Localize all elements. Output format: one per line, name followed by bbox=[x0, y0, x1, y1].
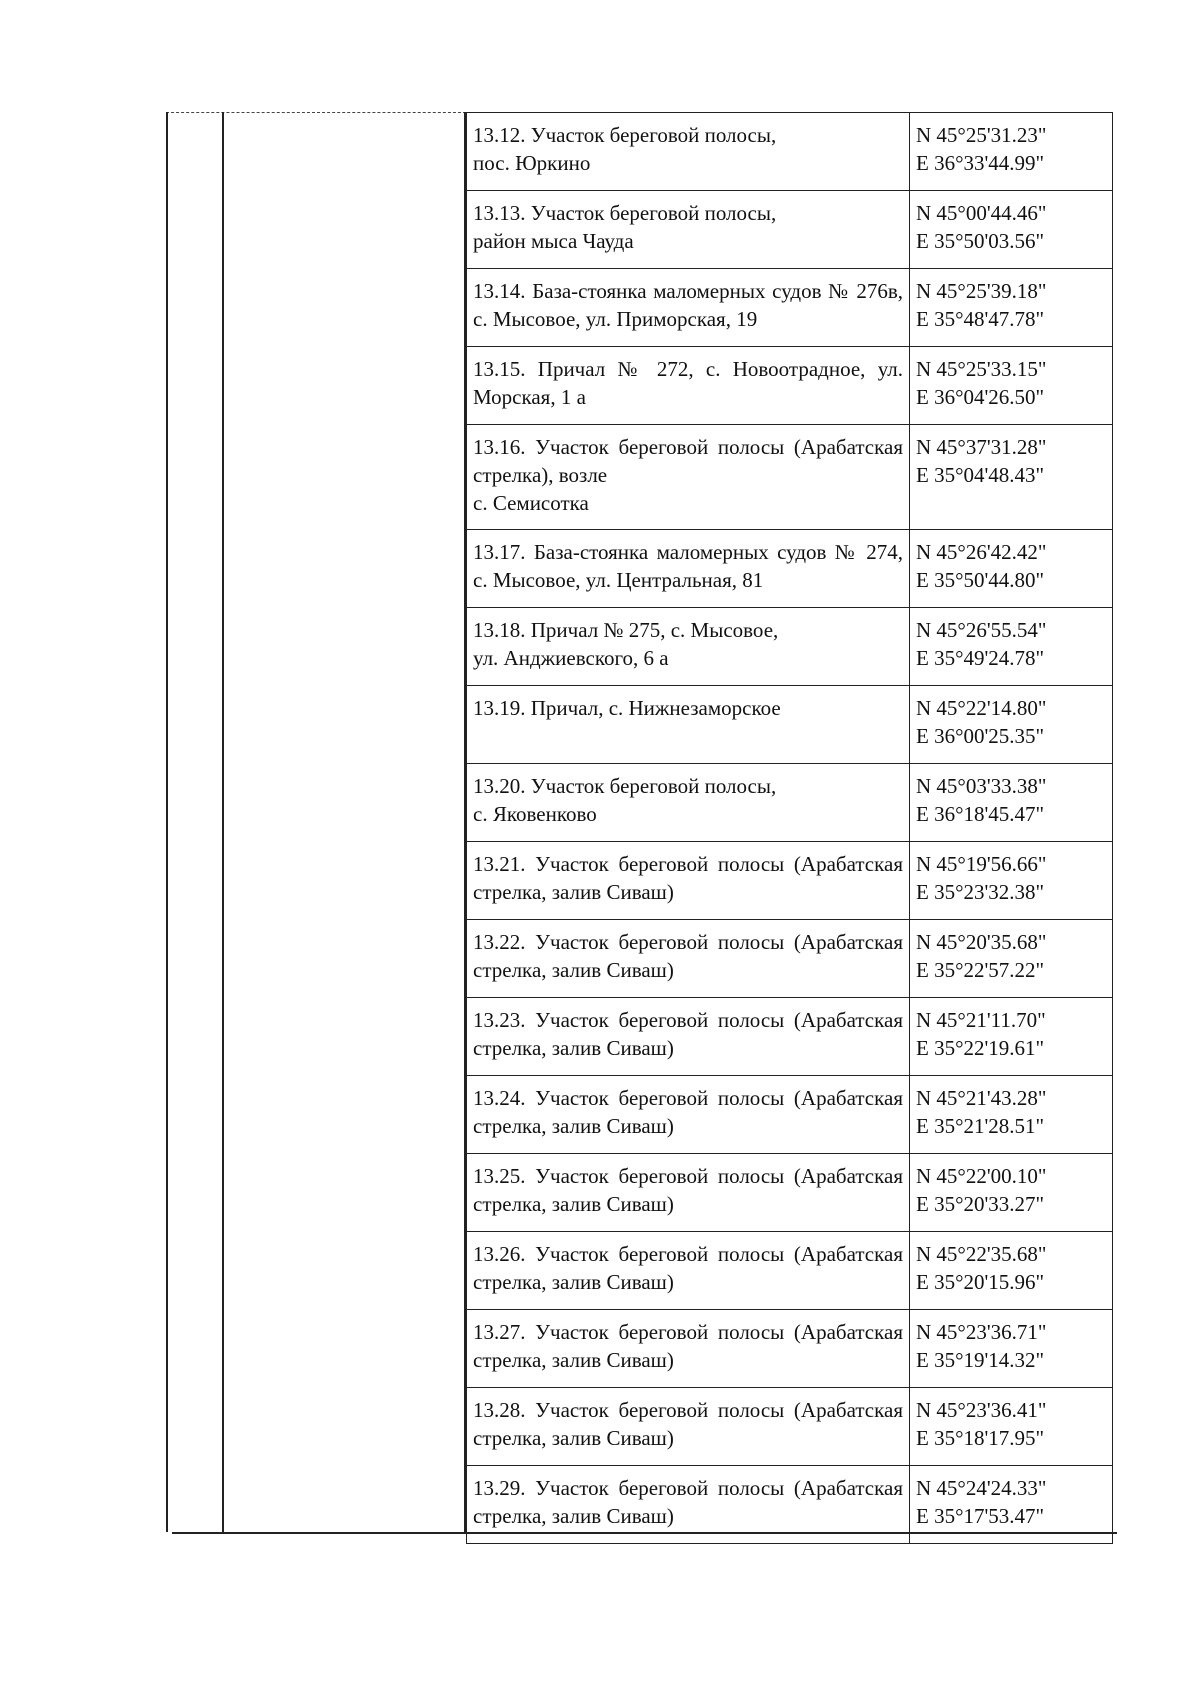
location-coordinates bbox=[910, 686, 1113, 764]
location-coordinates bbox=[910, 269, 1113, 347]
location-description: 13.25. Участок береговой полосы (Арабатская стрелка, залив Сиваш) bbox=[467, 1154, 910, 1232]
latitude: N 45°22'00.10" bbox=[916, 1164, 1047, 1188]
latitude: N 45°03'33.38" bbox=[916, 774, 1047, 798]
table-row bbox=[467, 1388, 1113, 1466]
location-coordinates bbox=[910, 425, 1113, 530]
location-description: 13.15. Причал № 272, с. Новоотрадное, ул. Морская, 1 а bbox=[467, 347, 910, 425]
longitude: E 35°23'32.38" bbox=[916, 880, 1045, 904]
latitude: N 45°21'43.28" bbox=[916, 1086, 1047, 1110]
table-row bbox=[467, 347, 1113, 425]
location-coordinates bbox=[910, 842, 1113, 920]
locations-table-body bbox=[467, 113, 1113, 1544]
location-description: 13.29. Участок береговой полосы (Арабатская стрелка, залив Сиваш) bbox=[467, 1466, 910, 1544]
table-row bbox=[467, 530, 1113, 608]
location-coordinates bbox=[910, 113, 1113, 191]
location-coordinates bbox=[910, 1466, 1113, 1544]
longitude: E 35°04'48.43" bbox=[916, 463, 1045, 487]
table-row bbox=[467, 608, 1113, 686]
location-description: 13.26. Участок береговой полосы (Арабатская стрелка, залив Сиваш) bbox=[467, 1232, 910, 1310]
latitude: N 45°37'31.28" bbox=[916, 435, 1047, 459]
location-description: 13.20. Участок береговой полосы, с. Яковенково bbox=[467, 764, 910, 842]
location-coordinates bbox=[910, 1232, 1113, 1310]
location-description: 13.24. Участок береговой полосы (Арабатская стрелка, залив Сиваш) bbox=[467, 1076, 910, 1154]
location-description: 13.12. Участок береговой полосы, пос. Юркино bbox=[467, 113, 910, 191]
table-row bbox=[467, 764, 1113, 842]
longitude: E 36°33'44.99" bbox=[916, 151, 1045, 175]
longitude: E 35°20'33.27" bbox=[916, 1192, 1045, 1216]
longitude: E 35°21'28.51" bbox=[916, 1114, 1045, 1138]
longitude: E 36°00'25.35" bbox=[916, 724, 1045, 748]
longitude: E 35°20'15.96" bbox=[916, 1270, 1045, 1294]
latitude: N 45°00'44.46" bbox=[916, 201, 1047, 225]
location-description: 13.21. Участок береговой полосы (Арабатская стрелка, залив Сиваш) bbox=[467, 842, 910, 920]
location-coordinates bbox=[910, 530, 1113, 608]
table-row bbox=[467, 425, 1113, 530]
location-coordinates bbox=[910, 1076, 1113, 1154]
table-row bbox=[467, 1232, 1113, 1310]
latitude: N 45°24'24.33" bbox=[916, 1476, 1047, 1500]
table-row bbox=[467, 1466, 1113, 1544]
location-description: 13.13. Участок береговой полосы, район мыса Чауда bbox=[467, 191, 910, 269]
location-description: 13.27. Участок береговой полосы (Арабатская стрелка, залив Сиваш) bbox=[467, 1310, 910, 1388]
latitude: N 45°25'33.15" bbox=[916, 357, 1047, 381]
table-top-border bbox=[166, 112, 466, 113]
location-description: 13.22. Участок береговой полосы (Арабатская стрелка, залив Сиваш) bbox=[467, 920, 910, 998]
location-coordinates bbox=[910, 608, 1113, 686]
locations-table bbox=[466, 112, 1113, 1544]
longitude: E 36°04'26.50" bbox=[916, 385, 1045, 409]
table-row bbox=[467, 113, 1113, 191]
longitude: E 35°17'53.47" bbox=[916, 1504, 1045, 1528]
latitude: N 45°22'35.68" bbox=[916, 1242, 1047, 1266]
table-left-border bbox=[166, 112, 168, 1532]
location-coordinates bbox=[910, 764, 1113, 842]
table-row bbox=[467, 191, 1113, 269]
latitude: N 45°23'36.41" bbox=[916, 1398, 1047, 1422]
location-description: 13.18. Причал № 275, с. Мысовое, ул. Анджиевского, 6 а bbox=[467, 608, 910, 686]
longitude: E 35°22'57.22" bbox=[916, 958, 1045, 982]
longitude: E 35°18'17.95" bbox=[916, 1426, 1045, 1450]
location-coordinates bbox=[910, 347, 1113, 425]
longitude: E 36°18'45.47" bbox=[916, 802, 1045, 826]
table-column-divider-1 bbox=[222, 112, 224, 1532]
location-description: 13.28. Участок береговой полосы (Арабатская стрелка, залив Сиваш) bbox=[467, 1388, 910, 1466]
longitude: E 35°49'24.78" bbox=[916, 646, 1045, 670]
location-coordinates bbox=[910, 1154, 1113, 1232]
latitude: N 45°19'56.66" bbox=[916, 852, 1047, 876]
location-coordinates bbox=[910, 920, 1113, 998]
latitude: N 45°25'39.18" bbox=[916, 279, 1047, 303]
location-coordinates bbox=[910, 1388, 1113, 1466]
location-description: 13.19. Причал, с. Нижнезаморское bbox=[467, 686, 910, 764]
latitude: N 45°21'11.70" bbox=[916, 1008, 1046, 1032]
table-row bbox=[467, 1076, 1113, 1154]
latitude: N 45°20'35.68" bbox=[916, 930, 1047, 954]
location-coordinates bbox=[910, 1310, 1113, 1388]
table-row bbox=[467, 842, 1113, 920]
longitude: E 35°50'44.80" bbox=[916, 568, 1045, 592]
longitude: E 35°48'47.78" bbox=[916, 307, 1045, 331]
location-description: 13.23. Участок береговой полосы (Арабатская стрелка, залив Сиваш) bbox=[467, 998, 910, 1076]
latitude: N 45°26'55.54" bbox=[916, 618, 1047, 642]
table-row bbox=[467, 1154, 1113, 1232]
table-row bbox=[467, 269, 1113, 347]
longitude: E 35°22'19.61" bbox=[916, 1036, 1045, 1060]
location-coordinates bbox=[910, 998, 1113, 1076]
location-description: 13.14. База-стоянка маломерных судов № 276в, с. Мысовое, ул. Приморская, 19 bbox=[467, 269, 910, 347]
latitude: N 45°23'36.71" bbox=[916, 1320, 1047, 1344]
latitude: N 45°25'31.23" bbox=[916, 123, 1047, 147]
table-row bbox=[467, 686, 1113, 764]
location-coordinates bbox=[910, 191, 1113, 269]
location-description: 13.16. Участок береговой полосы (Арабатская стрелка), возле с. Семисотка bbox=[467, 425, 910, 530]
location-description: 13.17. База-стоянка маломерных судов № 274, с. Мысовое, ул. Центральная, 81 bbox=[467, 530, 910, 608]
table-row bbox=[467, 998, 1113, 1076]
longitude: E 35°19'14.32" bbox=[916, 1348, 1045, 1372]
table-row bbox=[467, 920, 1113, 998]
latitude: N 45°22'14.80" bbox=[916, 696, 1047, 720]
longitude: E 35°50'03.56" bbox=[916, 229, 1045, 253]
latitude: N 45°26'42.42" bbox=[916, 540, 1047, 564]
table-row bbox=[467, 1310, 1113, 1388]
